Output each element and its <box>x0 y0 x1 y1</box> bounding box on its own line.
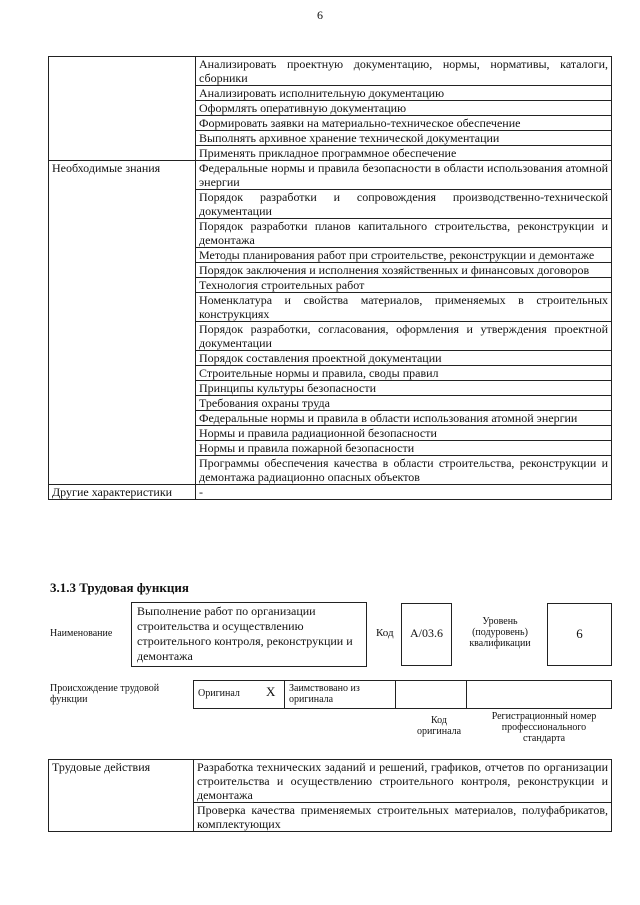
registration-number-label: Регистрационный номер профессионального стандарта <box>491 711 597 744</box>
skill-row: Формировать заявки на материально-техническое обеспечение <box>196 116 612 131</box>
section-title: 3.1.3 Трудовая функция <box>50 580 189 595</box>
qualification-level-box: 6 <box>547 603 612 666</box>
code-original-label: Код оригинала <box>416 715 462 737</box>
labor-actions-label: Трудовые действия <box>49 760 194 832</box>
labor-actions-table <box>48 759 612 832</box>
skill-row: Анализировать исполнительную документацию <box>196 86 612 101</box>
page-number: 6 <box>317 8 323 22</box>
knowledge-row: Нормы и правила пожарной безопасности <box>196 441 612 456</box>
registration-number-cell <box>467 681 612 709</box>
origin-label: Происхождение трудовой функции <box>50 683 160 705</box>
skills-label-cell <box>49 57 196 161</box>
knowledge-row: Номенклатура и свойства материалов, применяемых в строительных конструкциях <box>196 293 612 322</box>
knowledge-row: Строительные нормы и правила, своды правил <box>196 366 612 381</box>
knowledge-row: Федеральные нормы и правила в области использования атомной энергии <box>196 411 612 426</box>
other-characteristics-label: Другие характеристики <box>49 485 196 500</box>
skill-row: Анализировать проектную документацию, нормы, нормативы, каталоги, сборники <box>196 57 612 86</box>
labor-action-row: Проверка качества применяемых строительных материалов, полуфабрикатов, комплектующих <box>194 803 612 832</box>
code-label: Код <box>376 627 394 639</box>
knowledge-row: Принципы культуры безопасности <box>196 381 612 396</box>
knowledge-row: Порядок разработки, согласования, оформления и утверждения проектной документации <box>196 322 612 351</box>
other-characteristics-value: - <box>196 485 612 500</box>
knowledge-label: Необходимые знания <box>49 161 196 485</box>
knowledge-row: Порядок разработки планов капитального строительства, реконструкции и демонтажа <box>196 219 612 248</box>
name-label: Наименование <box>50 628 113 639</box>
knowledge-row: Методы планирования работ при строительстве, реконструкции и демонтаже <box>196 248 612 263</box>
original-label: Оригинал <box>194 681 263 709</box>
knowledge-row: Технология строительных работ <box>196 278 612 293</box>
qualification-level-label: Уровень (подуровень) квалификации <box>469 616 531 649</box>
skill-row: Применять прикладное программное обеспечение <box>196 146 612 161</box>
knowledge-row: Порядок заключения и исполнения хозяйственных и финансовых договоров <box>196 263 612 278</box>
skill-row: Оформлять оперативную документацию <box>196 101 612 116</box>
original-mark: X <box>262 681 285 709</box>
knowledge-row: Порядок разработки и сопровождения производственно-технической документации <box>196 190 612 219</box>
skill-row: Выполнять архивное хранение технической документации <box>196 131 612 146</box>
original-code-cell <box>396 681 467 709</box>
origin-table <box>193 680 612 709</box>
knowledge-row: Требования охраны труда <box>196 396 612 411</box>
borrowed-label: Заимствовано из оригинала <box>285 681 396 709</box>
knowledge-row: Порядок составления проектной документации <box>196 351 612 366</box>
knowledge-row: Федеральные нормы и правила безопасности в области использования атомной энергии <box>196 161 612 190</box>
knowledge-row: Программы обеспечения качества в области строительства, реконструкции и демонтажа радиационно опасных объектов <box>196 456 612 485</box>
code-value-box: A/03.6 <box>401 603 452 666</box>
knowledge-row: Нормы и правила радиационной безопасности <box>196 426 612 441</box>
labor-action-row: Разработка технических заданий и решений, графиков, отчетов по организации строительства и осуществлению строительного контроля, реконструкции и демонтажа <box>194 760 612 803</box>
function-name-box: Выполнение работ по организации строительства и осуществлению строительного контроля, реконструкции и демонтажа <box>131 602 367 667</box>
skills-knowledge-table <box>48 56 612 500</box>
